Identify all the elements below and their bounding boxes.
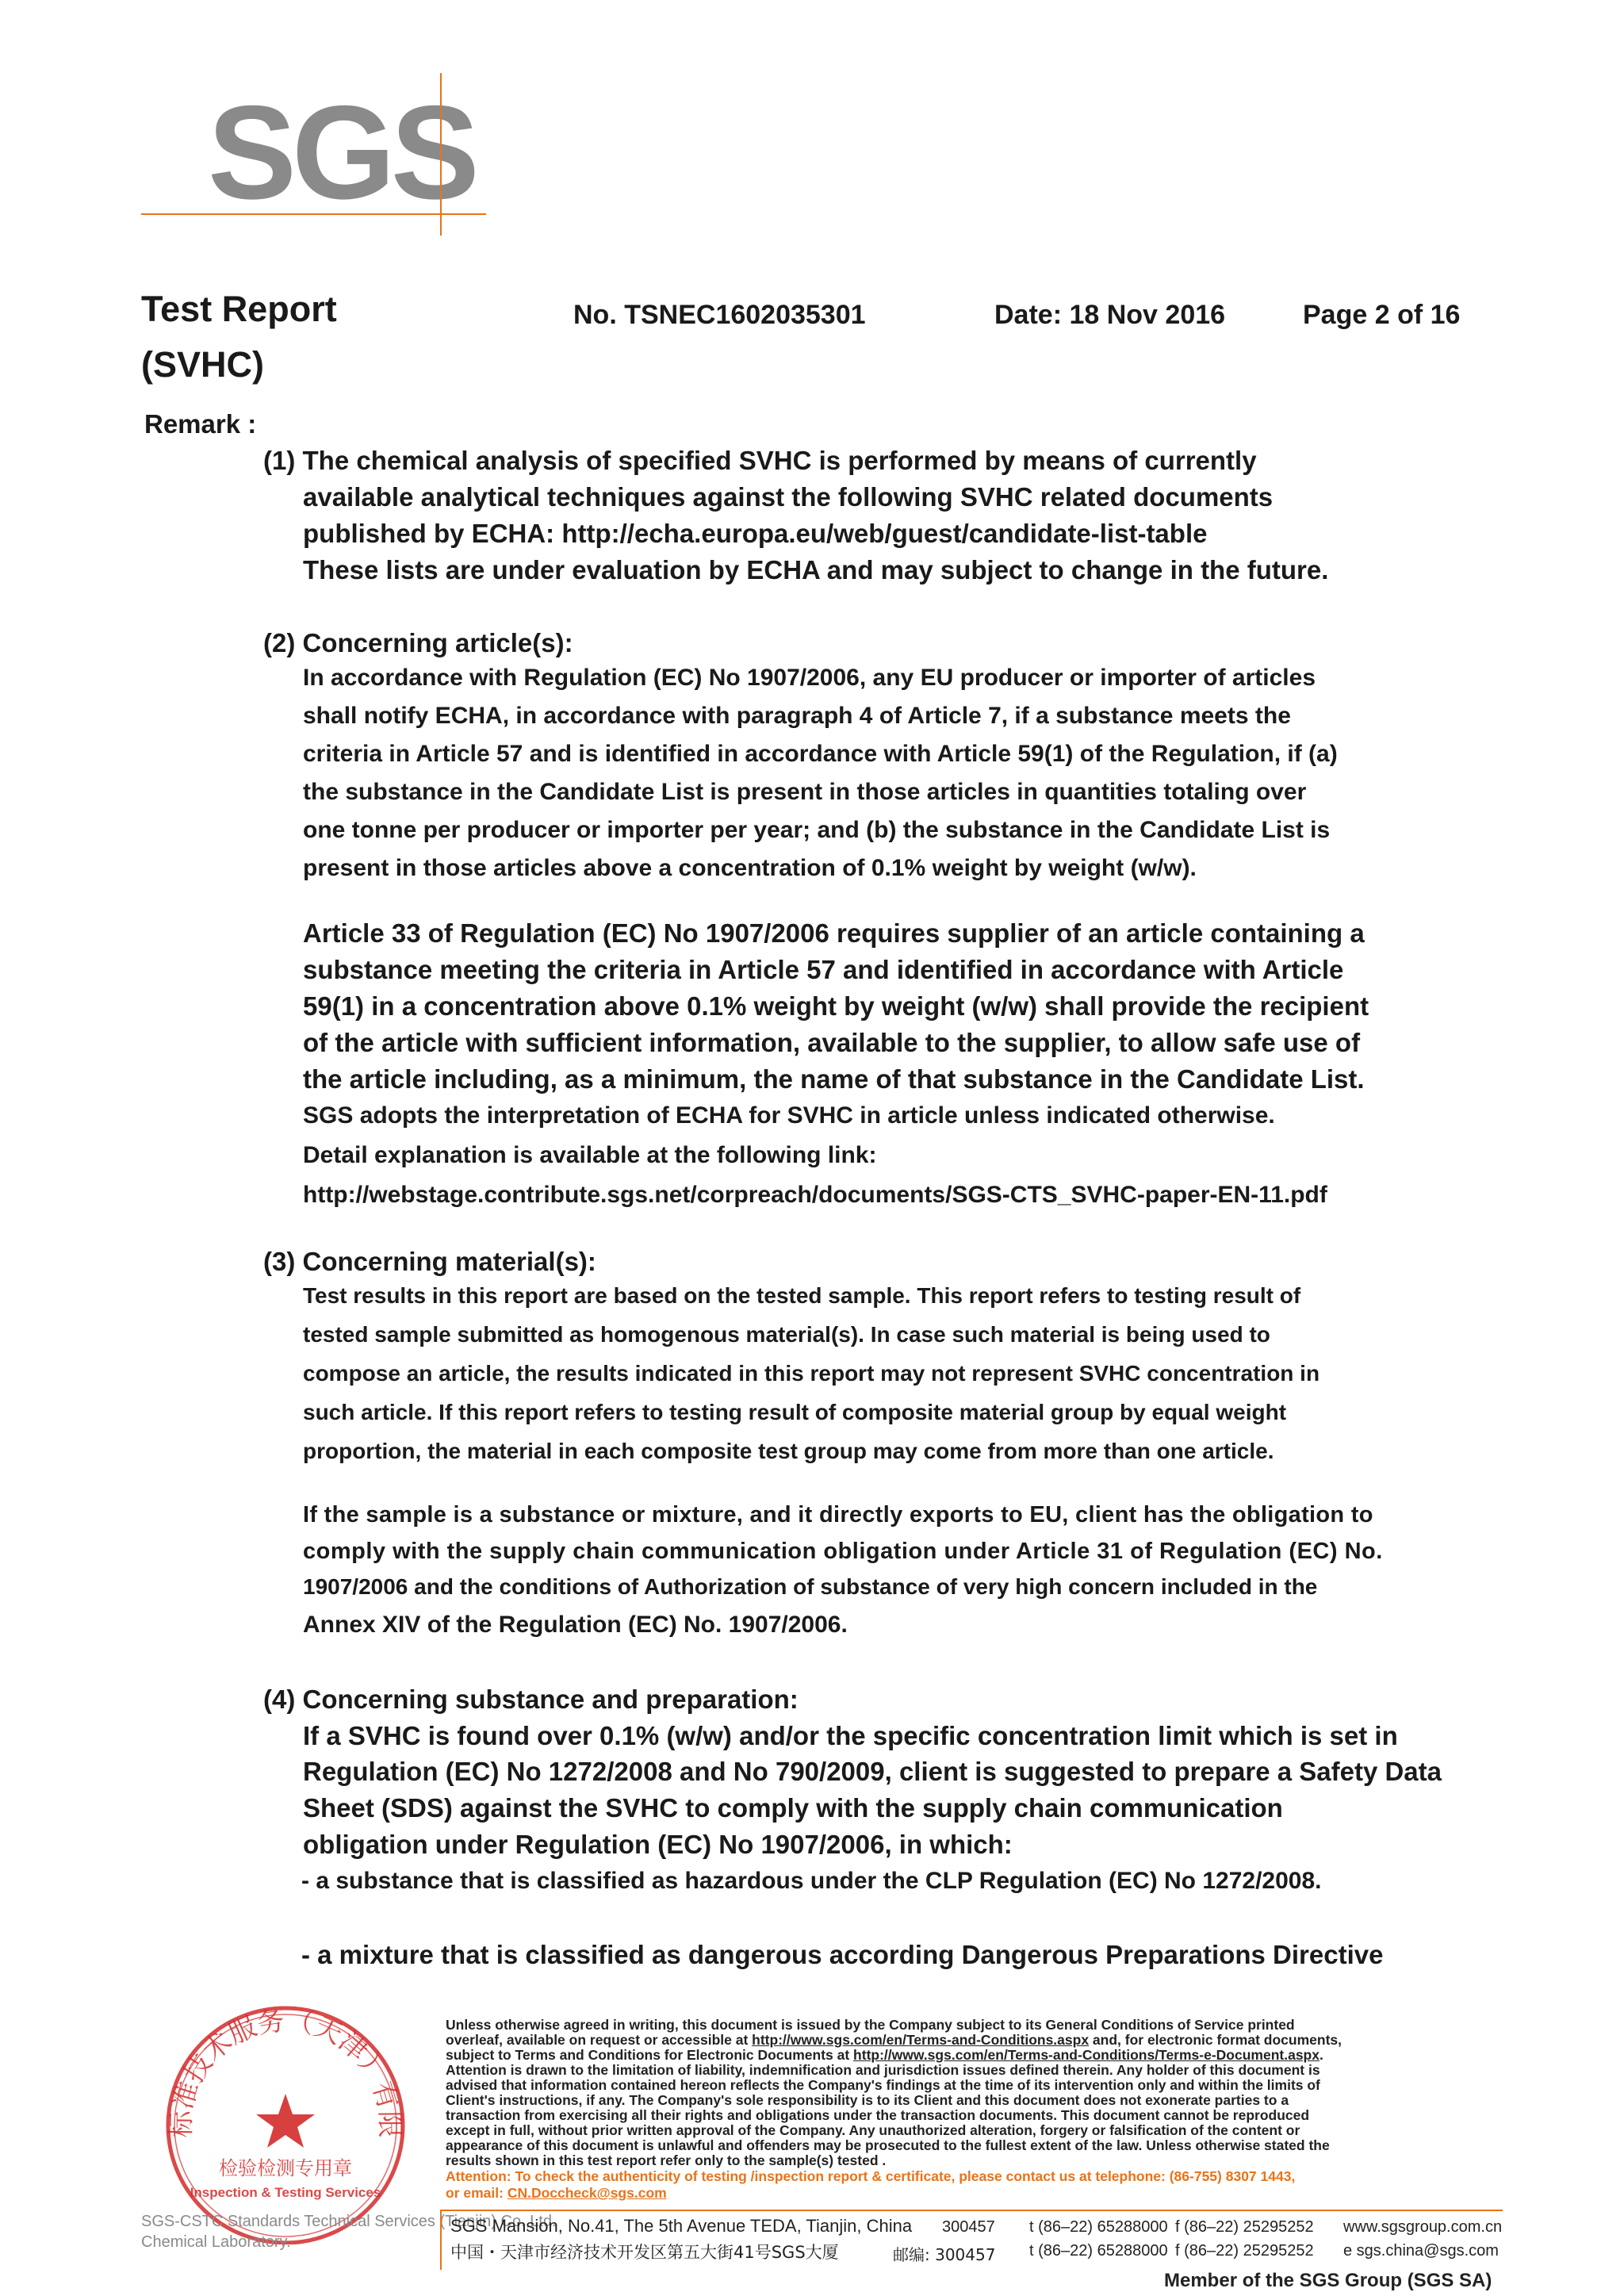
disclaimer-line: overleaf, available on request or accessible at http://www.sgs.com/en/Terms-and-Conditions.aspx and, for electronic format documents, xyxy=(446,2032,1342,2048)
detail-link[interactable]: http://webstage.contribute.sgs.net/corpreach/documents/SGS-CTS_SVHC-paper-EN-11.pdf xyxy=(303,1182,1327,1208)
stamp-side-line2: Chemical Laboratory. xyxy=(141,2233,291,2251)
disclaimer-line: appearance of this document is unlawful and offenders may be prosecuted to the fullest extent of the law. Unless otherwise stated the xyxy=(446,2137,1330,2153)
disclaimer-line: Unless otherwise agreed in writing, this document is issued by the Company subject to its General Conditions of Service printed xyxy=(446,2017,1295,2033)
section-3-para2-line: 1907/2006 and the conditions of Authorization of substance of very high concern included in the xyxy=(303,1574,1318,1599)
address-cn: 中国・天津市经济技术开发区第五大街41号SGS大厦 xyxy=(450,2243,839,2262)
email[interactable]: e sgs.china@sgs.com xyxy=(1343,2242,1499,2260)
section-2-para1-line: present in those articles above a concentration of 0.1% weight by weight (w/w). xyxy=(303,855,1197,881)
page-number: Page 2 of 16 xyxy=(1303,300,1461,330)
section-3-para2-line: If the sample is a substance or mixture, and it directly exports to EU, client has the obligation to xyxy=(303,1502,1373,1527)
section-3-para1-line: proportion, the material in each composite test group may come from more than one article. xyxy=(303,1439,1274,1463)
section-3-para1-line: tested sample submitted as homogenous material(s). In case such material is being used to xyxy=(303,1322,1270,1347)
report-subtitle: (SVHC) xyxy=(141,344,264,385)
section-4-heading: (4) Concerning substance and preparation: xyxy=(263,1685,799,1714)
inspection-stamp-seal xyxy=(159,1999,412,2244)
fax-cn: f (86–22) 25295252 xyxy=(1175,2242,1314,2260)
section-1-line: published by ECHA: http://echa.europa.eu/web/guest/candidate-list-table xyxy=(303,519,1208,548)
disclaimer-line: results shown in this test report refer only to the sample(s) tested . xyxy=(446,2152,887,2168)
sgs-logo xyxy=(141,73,490,240)
section-3-para2-line: Annex XIV of the Regulation (EC) No. 1907/2006. xyxy=(303,1612,848,1638)
disclaimer-line: advised that information contained hereon reflects the Company's findings at the time of its intervention only and within the limits of xyxy=(446,2077,1320,2093)
section-2-para1-line: the substance in the Candidate List is present in those articles in quantities totaling over xyxy=(303,779,1307,805)
section-3-para1-line: compose an article, the results indicated in this report may not represent SVHC concentration in xyxy=(303,1361,1320,1386)
report-title: Test Report xyxy=(141,289,337,329)
disclaimer-line: transaction from exercising all their rights and obligations under the transaction documents. This document cannot be reproduced xyxy=(446,2107,1310,2123)
remark-label: Remark : xyxy=(144,409,257,439)
section-2-para2-line: Article 33 of Regulation (EC) No 1907/2006 requires supplier of an article containing a xyxy=(303,918,1365,948)
attention-line: Attention: To check the authenticity of testing /inspection report & certificate, please contact us at telephone: (86-755) 8307 1443, xyxy=(446,2168,1296,2184)
stamp-side-line1: SGS-CSTC Standards Technical Services (Tianjin) Co.,Ltd. xyxy=(141,2213,557,2230)
address-divider xyxy=(440,2210,1503,2211)
section-4-para-line: obligation under Regulation (EC) No 1907/2006, in which: xyxy=(303,1830,1013,1859)
section-2-heading: (2) Concerning article(s): xyxy=(263,628,573,657)
disclaimer-line: subject to Terms and Conditions for Electronic Documents at http://www.sgs.com/en/Terms-and-Conditions/Terms-e-Document.aspx. xyxy=(446,2047,1323,2063)
member-of-sgs-group: Member of the SGS Group (SGS SA) xyxy=(1164,2270,1492,2291)
section-2-para1-line: criteria in Article 57 and is identified in accordance with Article 59(1) of the Regulation, if (a) xyxy=(303,741,1338,767)
section-2-para2-line: SGS adopts the interpretation of ECHA for SVHC in article unless indicated otherwise. xyxy=(303,1102,1275,1129)
inspection-stamp xyxy=(159,1999,412,2244)
terms-e-document-link[interactable]: http://www.sgs.com/en/Terms-and-Conditions/Terms-e-Document.aspx xyxy=(853,2047,1320,2063)
section-4-para-line: Sheet (SDS) against the SVHC to comply with the supply chain communication xyxy=(303,1793,1283,1823)
sgs-logo-text: SGS xyxy=(208,78,475,227)
section-2-para2-line: substance meeting the criteria in Article 57 and identified in accordance with Article xyxy=(303,955,1344,984)
report-date: Date: 18 Nov 2016 xyxy=(994,300,1226,330)
stamp-ring-text: 标准技术服务（天津）有限 xyxy=(165,2005,406,2138)
section-4-para-line: Regulation (EC) No 1272/2008 and No 790/2009, client is suggested to prepare a Safety Data xyxy=(303,1757,1442,1786)
telephone-cn: t (86–22) 65288000 xyxy=(1029,2242,1168,2260)
star-icon xyxy=(256,2094,315,2148)
disclaimer-line: Client's instructions, if any. The Company's sole responsibility is to its Client and this document does not exonerate parties to a xyxy=(446,2092,1289,2108)
section-4-bullet: - a substance that is classified as hazardous under the CLP Regulation (EC) No 1272/2008. xyxy=(301,1868,1322,1894)
section-2-para1-line: one tonne per producer or importer per year; and (b) the substance in the Candidate List is xyxy=(303,817,1331,843)
section-1-line: (1) The chemical analysis of specified SVHC is performed by means of currently xyxy=(263,446,1257,475)
section-3-para1-line: such article. If this report refers to testing result of composite material group by equal weight xyxy=(303,1400,1287,1424)
address-vertical-rule xyxy=(440,2210,442,2270)
section-3-para1-line: Test results in this report are based on the tested sample. This report refers to testing result of xyxy=(303,1283,1301,1308)
section-2-para1-line: In accordance with Regulation (EC) No 1907/2006, any EU producer or importer of articles xyxy=(303,665,1316,691)
terms-link[interactable]: http://www.sgs.com/en/Terms-and-Conditions.aspx xyxy=(752,2032,1090,2048)
postcode-cn: 邮编: 300457 xyxy=(893,2245,996,2264)
stamp-center-cn: 检验检测专用章 xyxy=(219,2157,352,2179)
section-1-line: available analytical techniques against the following SVHC related documents xyxy=(303,482,1274,512)
stamp-center-en: Inspection & Testing Services xyxy=(190,2185,381,2200)
section-2-para2-line: 59(1) in a concentration above 0.1% weight by weight (w/w) shall provide the recipient xyxy=(303,991,1369,1021)
section-2-para1-line: shall notify ECHA, in accordance with paragraph 4 of Article 7, if a substance meets the xyxy=(303,703,1291,729)
attention-line: or email: CN.Doccheck@sgs.com xyxy=(446,2185,667,2201)
website[interactable]: www.sgsgroup.com.cn xyxy=(1343,2218,1503,2236)
sgs-logo-mark xyxy=(141,73,490,240)
disclaimer-line: except in full, without prior written approval of the Company. Any unauthorized alteration, forgery or falsification of the content or xyxy=(446,2122,1300,2138)
address-en: SGS Mansion, No.41, The 5th Avenue TEDA, Tianjin, China xyxy=(450,2216,913,2236)
section-1-line: These lists are under evaluation by ECHA and may subject to change in the future. xyxy=(303,555,1329,585)
section-3-heading: (3) Concerning material(s): xyxy=(263,1247,596,1276)
section-4-bullet: - a mixture that is classified as dangerous according Dangerous Preparations Directive xyxy=(301,1940,1384,1969)
doccheck-email-link[interactable]: CN.Doccheck@sgs.com xyxy=(507,2185,667,2201)
postcode-en: 300457 xyxy=(942,2218,995,2236)
section-2-para2-line: the article including, as a minimum, the name of that substance in the Candidate List. xyxy=(303,1064,1365,1094)
telephone-en: t (86–22) 65288000 xyxy=(1029,2218,1168,2236)
section-2-para2-line: of the article with sufficient information, available to the supplier, to allow safe use of xyxy=(303,1028,1361,1057)
legal-disclaimer xyxy=(446,2018,1508,2202)
detail-label: Detail explanation is available at the following link: xyxy=(303,1142,877,1168)
section-4-para-line: If a SVHC is found over 0.1% (w/w) and/or the specific concentration limit which is set in xyxy=(303,1721,1398,1750)
fax-en: f (86–22) 25295252 xyxy=(1175,2218,1314,2236)
disclaimer-line: Attention is drawn to the limitation of liability, indemnification and jurisdiction issues defined therein. Any holder of this document is xyxy=(446,2062,1320,2078)
report-number: No. TSNEC1602035301 xyxy=(573,300,866,330)
section-3-para2-line: comply with the supply chain communication obligation under Article 31 of Regulation (EC) No. xyxy=(303,1539,1383,1564)
